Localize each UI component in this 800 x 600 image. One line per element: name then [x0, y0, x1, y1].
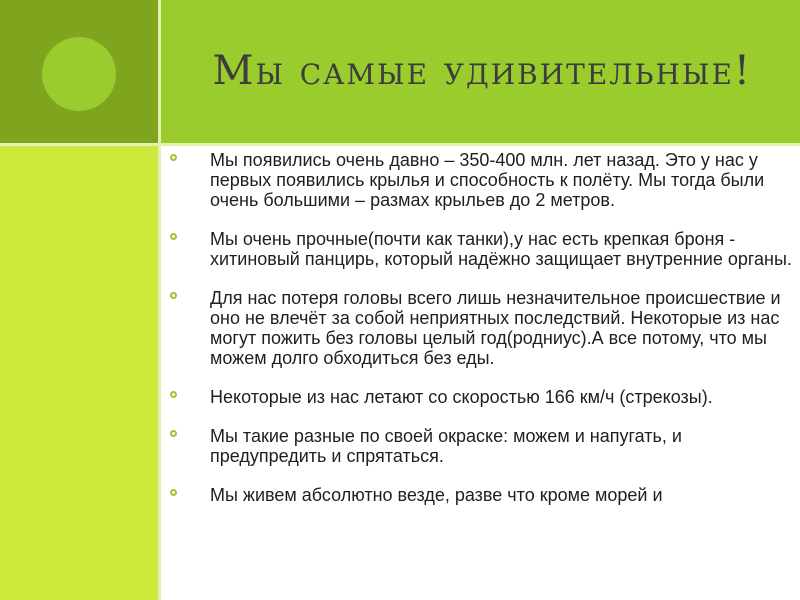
bullet-icon — [170, 233, 177, 240]
bullet-icon — [170, 154, 177, 161]
bullet-list — [168, 150, 793, 524]
bullet-icon — [170, 489, 177, 496]
left-sidebar-band — [0, 145, 160, 600]
list-item — [168, 387, 793, 407]
list-item — [168, 485, 793, 505]
bullet-icon — [170, 391, 177, 398]
bullet-icon — [170, 292, 177, 299]
horizontal-divider — [0, 143, 800, 146]
list-item — [168, 229, 793, 269]
slide-title: Мы самые удивительные! — [212, 48, 752, 94]
list-item-text: Мы очень прочные(почти как танки),у нас есть крепкая броня - хитиновый панцирь, который надёжно защищает внутренние органы. — [210, 229, 792, 269]
list-item-text: Мы такие разные по своей окраске: можем и напугать, и предупредить и спрятаться. — [210, 426, 682, 466]
list-item-text: Некоторые из нас летают со скоростью 166 км/ч (стрекозы). — [210, 387, 713, 407]
list-item-text: Мы появились очень давно – 350-400 млн. лет назад. Это у нас у первых появились крылья и способность к полёту. Мы тогда были очень большими – размах крыльев до 2 метров. — [210, 150, 765, 210]
list-item-text: Для нас потеря головы всего лишь незначительное происшествие и оно не влечёт за собой неприятных последствий. Некоторые из нас могут пожить без головы целый год(родниус).А все потому, что мы можем долго обходиться без еды. — [210, 288, 781, 368]
list-item — [168, 288, 793, 368]
decorative-circle — [42, 37, 116, 111]
list-item-text: Мы живем абсолютно везде, разве что кроме морей и — [210, 485, 663, 505]
list-item — [168, 150, 793, 210]
vertical-divider — [158, 0, 161, 600]
list-item — [168, 426, 793, 466]
bullet-icon — [170, 430, 177, 437]
